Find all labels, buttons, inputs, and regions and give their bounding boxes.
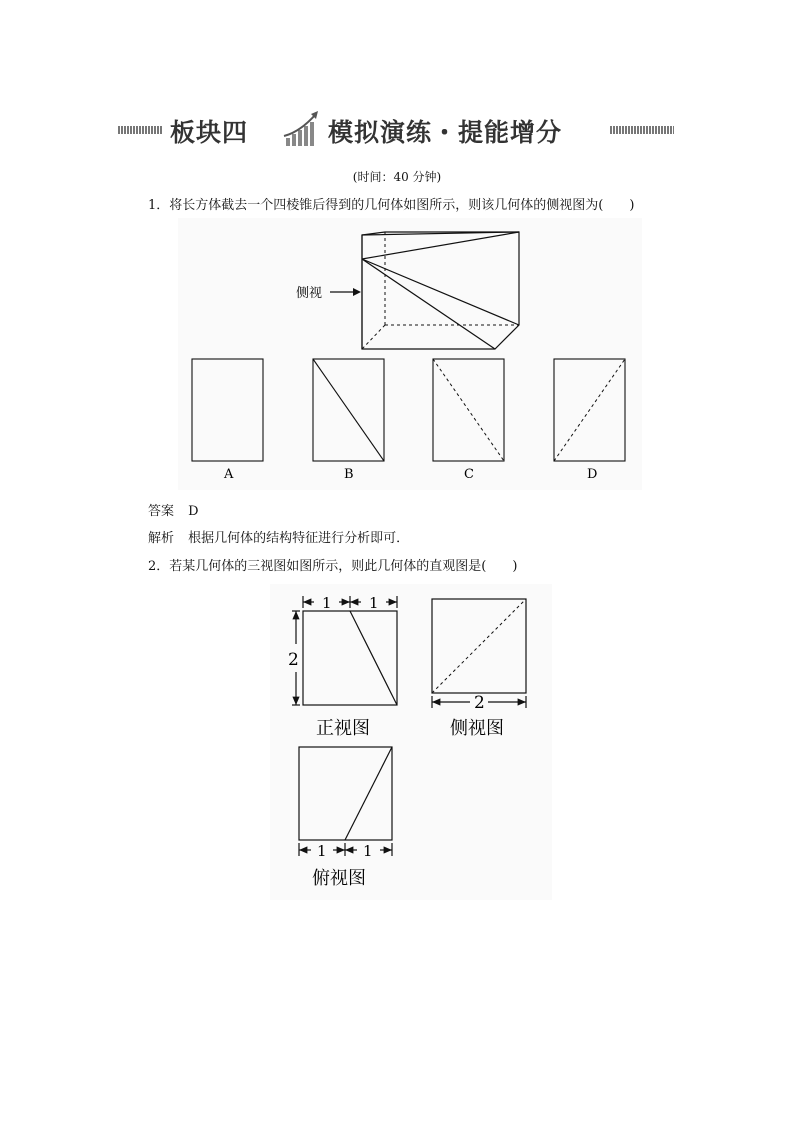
side-view xyxy=(432,599,526,708)
analysis-label: 解析 xyxy=(148,531,175,546)
side-view-arrow-label: 侧视 xyxy=(296,286,323,301)
header-bar-right xyxy=(610,126,674,134)
q2-text: 2．若某几何体的三视图如图所示，则此几何体的直观图是( ) xyxy=(148,559,518,574)
top-view xyxy=(299,747,392,856)
q1-text: 1．将长方体截去一个四棱锥后得到的几何体如图所示，则该几何体的侧视图为( ) xyxy=(148,198,635,213)
option-b-label: B xyxy=(344,467,354,482)
answer-value: D xyxy=(188,504,199,519)
top-width-right: 1 xyxy=(363,842,373,860)
q1-analysis xyxy=(148,527,409,546)
front-height: 2 xyxy=(288,650,299,670)
trend-chart-icon xyxy=(280,108,324,148)
header-left-title: 板块四 xyxy=(170,118,249,147)
front-width-right: 1 xyxy=(369,594,379,612)
top-width-left: 1 xyxy=(317,842,327,860)
q1-figure xyxy=(178,218,642,490)
q1-figure-svg xyxy=(178,218,642,490)
analysis-text: 根据几何体的结构特征进行分析即可． xyxy=(188,531,410,546)
time-note: (时间：40 分钟) xyxy=(352,170,442,184)
q2-figure-svg xyxy=(270,584,552,900)
side-view-arrow-icon xyxy=(353,288,361,296)
q2-figure xyxy=(270,584,552,900)
option-a-label: A xyxy=(224,467,234,482)
side-caption: 侧视图 xyxy=(450,718,504,739)
option-c-label: C xyxy=(464,467,474,482)
section-header xyxy=(118,108,678,152)
option-d-label: D xyxy=(587,467,598,482)
answer-label: 答案 xyxy=(148,504,175,519)
front-width-left: 1 xyxy=(322,594,332,612)
header-bar-left xyxy=(118,126,162,134)
header-right-title: 模拟演练・提能增分 xyxy=(328,118,563,147)
front-view xyxy=(292,596,397,705)
q1-answer xyxy=(148,500,199,519)
front-caption: 正视图 xyxy=(316,718,370,739)
top-caption: 俯视图 xyxy=(312,868,366,889)
side-width: 2 xyxy=(474,693,485,713)
option-a-drawing xyxy=(192,359,263,461)
